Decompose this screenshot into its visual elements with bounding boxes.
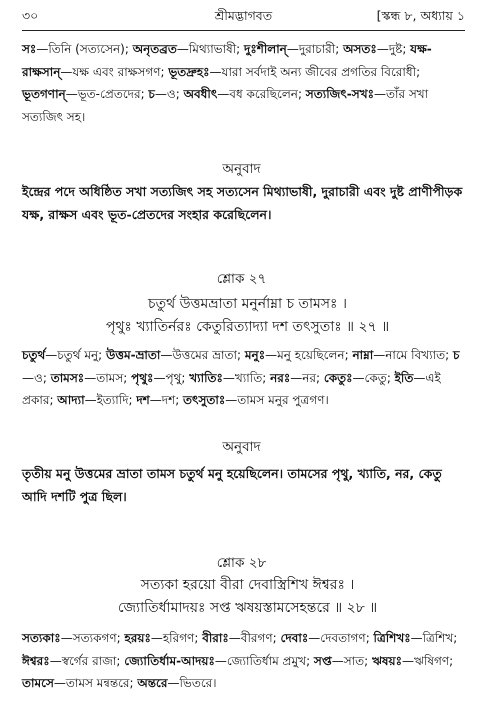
sanskrit-word: সঃ bbox=[22, 42, 37, 56]
sanskrit-word: চ bbox=[452, 348, 460, 362]
sanskrit-word: ঈশ্বরঃ bbox=[22, 653, 50, 668]
sanskrit-word: ইতি bbox=[394, 370, 414, 385]
word-meaning: বধ করেছিলেন bbox=[229, 87, 298, 101]
word-meaning: মনু হয়েছিলেন bbox=[277, 348, 345, 362]
synonyms-26: সঃ—তিনি (সত্যসেন); অনৃতব্রত—মিথ্যাভাষী; দুঃশীলান্—দুরাচারী; অসতঃ—দুষ্ট; যক্ষ-রাক্ষসান্—যক্ষ এবং রাক্ষসগণ; ভূতদ্রুহঃ—যারা সর্বদাই অন্য জীবের প্রগতির বিরোধী; ভূতগণান্—ভূত-প্রেতদের; চ—ও; অবধীৎ—বধ করেছিলেন; সত্যজিৎ-সখঃ—তাঁর সখা সত্যজিৎ সহ। bbox=[22, 42, 432, 124]
page-number: ৩০ bbox=[22, 8, 39, 23]
sanskrit-word: বীরাঃ bbox=[202, 631, 229, 645]
chapter-reference: [স্কন্ধ ৮, অধ্যায় ১ bbox=[376, 8, 465, 23]
word-meaning: খ্যাতি bbox=[234, 370, 263, 385]
sanskrit-word: তামসঃ bbox=[50, 370, 85, 385]
synonyms-28: সত্যকাঃ—সত্যকগণ; হরয়ঃ—হরিগণ; বীরাঃ—বীরগণ; দেবাঃ—দেবতাগণ; ত্রিশিখঃ—ত্রিশিখ; ঈশ্বরঃ—স্বর্গের রাজা; জ্যোতির্ধাম-আদয়ঃ—জ্যোতির্ধাম প্রমুখ; সপ্ত—সাত; ঋষয়ঃ—ঋষিগণ; তামসে—তামস মন্বন্তরে; অন্তরে—ভিতরে। bbox=[22, 631, 458, 690]
sanskrit-word: অন্তরে bbox=[137, 676, 168, 690]
sanskrit-word: খ্যাতিঃ bbox=[189, 370, 223, 385]
word-meaning: সত্যকগণ bbox=[72, 631, 117, 645]
word-meaning: নামে বিখ্যাত bbox=[385, 348, 446, 362]
word-meaning: চতুর্থ মনু bbox=[57, 348, 99, 362]
sanskrit-word: আদ্যা bbox=[57, 393, 85, 407]
word-meaning: হরিগণ bbox=[162, 631, 195, 645]
word-meaning: তিনি (সত্যসেন) bbox=[48, 42, 125, 56]
word-meaning: বীরগণ bbox=[240, 631, 273, 645]
sanskrit-word: অসতঃ bbox=[343, 42, 377, 56]
word-meaning: তামস মনুর পুত্রগণ। bbox=[237, 393, 329, 407]
sanskrit-word: চতুর্থ bbox=[22, 348, 46, 362]
word-meaning: ও bbox=[34, 370, 43, 385]
word-meaning: পৃথু bbox=[165, 370, 182, 385]
sloka-28-label: শ্লোক ২৮ bbox=[216, 555, 267, 571]
sloka-28-text bbox=[30, 574, 465, 620]
translation-27: তৃতীয় মনু উত্তমের ভ্রাতা তামস চতুর্থ মনু হয়েছিলেন। তামসের পৃথু, খ্যাতি, নর, কেতু আদি দশটি পুত্র ছিল। bbox=[22, 466, 442, 504]
word-meaning: দুষ্ট bbox=[388, 42, 403, 56]
word-meaning: মিথ্যাভাষী bbox=[188, 42, 237, 56]
word-meaning: দুরাচারী bbox=[298, 42, 336, 56]
page-header bbox=[22, 8, 465, 28]
word-meaning: ত্রিশিখ bbox=[422, 631, 454, 645]
word-meaning: এই প্রকার bbox=[22, 370, 441, 407]
word-meaning: ও bbox=[166, 87, 176, 101]
word-meaning: কেতু bbox=[364, 370, 387, 385]
sanskrit-word: ভূতগণান্ bbox=[22, 87, 66, 101]
sanskrit-word: ভূতদ্রুহঃ bbox=[168, 64, 210, 79]
word-meaning: উত্তমের ভ্রাতা bbox=[172, 348, 238, 362]
sanskrit-word: উত্তম-ভ্রাতা bbox=[106, 348, 161, 362]
sanskrit-word: ত্রিশিখঃ bbox=[373, 631, 411, 645]
sanskrit-word: দশ bbox=[136, 393, 150, 407]
sanskrit-word: তৎসুতাঃ bbox=[183, 393, 226, 407]
word-meaning: ইত্যাদি bbox=[96, 393, 129, 407]
sanskrit-word: চ bbox=[148, 87, 155, 101]
header-rule bbox=[22, 30, 465, 31]
word-meaning: সাত bbox=[343, 653, 365, 668]
word-meaning: দশ bbox=[161, 393, 176, 407]
sloka-27-text bbox=[30, 293, 465, 339]
sanskrit-word: নাম্না bbox=[352, 348, 374, 362]
word-meaning: জ্যোতির্ধাম প্রমুখ bbox=[226, 653, 307, 668]
sanskrit-word: সপ্ত bbox=[313, 653, 332, 668]
word-meaning: ঋষিগণ bbox=[414, 653, 450, 668]
sloka-27-line-2: পৃথুঃ খ্যাতির্নরঃ কেতুরিত্যাদ্যা দশ তৎসুতাঃ ॥ ২৭ ॥ bbox=[105, 319, 390, 335]
anuvad-heading-27: অনুবাদ bbox=[222, 439, 261, 455]
word-meaning: তাঁর সখা সত্যজিৎ সহ। bbox=[22, 87, 429, 124]
sanskrit-word: পৃথুঃ bbox=[131, 370, 154, 385]
sanskrit-word: যক্ষ-রাক্ষসান্ bbox=[22, 42, 432, 79]
sloka-28-line-2: জ্যোতির্ধামাদয়ঃ সপ্ত ঋষয়স্তামসেহন্তরে ॥ ২৮ ॥ bbox=[117, 600, 378, 616]
sanskrit-word: দুঃশীলান্ bbox=[244, 42, 287, 56]
sanskrit-word: ঋষয়ঃ bbox=[372, 653, 403, 668]
sanskrit-word: সত্যকাঃ bbox=[22, 631, 61, 645]
sanskrit-word: কেতুঃ bbox=[323, 370, 353, 385]
word-meaning: তামস bbox=[96, 370, 124, 385]
sloka-28-line-1: সত্যকা হরয়ো বীরা দেবাস্ত্রিশিখ ঈশ্বরঃ । bbox=[140, 577, 355, 593]
word-meaning: তামস মন্বন্তরে bbox=[65, 676, 130, 690]
book-title: শ্রীমদ্ভাগবত bbox=[214, 8, 273, 23]
sanskrit-word: জ্যোতির্ধাম-আদয়ঃ bbox=[124, 653, 215, 668]
sanskrit-word: নরঃ bbox=[270, 370, 291, 385]
sanskrit-word: সত্যজিৎ-সখঃ bbox=[305, 87, 374, 101]
anuvad-heading-26: অনুবাদ bbox=[222, 161, 261, 177]
sanskrit-word: তামসে bbox=[22, 676, 54, 690]
sanskrit-word: অনৃতব্রত bbox=[132, 42, 177, 56]
word-meaning: ভিতরে। bbox=[179, 676, 217, 690]
word-meaning: যারা সর্বদাই অন্য জীবের প্রগতির বিরোধী bbox=[221, 64, 417, 79]
sanskrit-word: অবধীৎ bbox=[183, 87, 218, 101]
sloka-27-label: শ্লোক ২৭ bbox=[216, 271, 267, 287]
sanskrit-word: মনুঃ bbox=[244, 348, 266, 362]
synonyms-27: চতুর্থ—চতুর্থ মনু; উত্তম-ভ্রাতা—উত্তমের ভ্রাতা; মনুঃ—মনু হয়েছিলেন; নাম্না—নামে বিখ্যাত; চ—ও; তামসঃ—তামস; পৃথুঃ—পৃথু; খ্যাতিঃ—খ্যাতি; নরঃ—নর; কেতুঃ—কেতু; ইতি—এই প্রকার; আদ্যা—ইত্যাদি; দশ—দশ; তৎসুতাঃ—তামস মনুর পুত্রগণ। bbox=[22, 348, 460, 407]
sloka-27-line-1: চতুর্থ উত্তমভ্রাতা মনুর্নাম্না চ তামসঃ । bbox=[148, 296, 347, 312]
sanskrit-word: হরয়ঃ bbox=[124, 631, 151, 645]
word-meaning: দেবতাগণ bbox=[320, 631, 366, 645]
sanskrit-word: দেবাঃ bbox=[280, 631, 309, 645]
word-meaning: নর bbox=[302, 370, 316, 385]
translation-26: ইন্দ্রের পদে অধিষ্ঠিত সখা সত্যজিৎ সহ সত্যসেন মিথ্যাভাষী, দুরাচারী এবং দুষ্ট প্রাণীপীড়ক যক্ষ, রাক্ষস এবং ভূত-প্রেতদের সংহার করেছিলেন। bbox=[22, 184, 463, 222]
word-meaning: ভূত-প্রেতদের bbox=[77, 87, 141, 101]
word-meaning: যক্ষ এবং রাক্ষসগণ bbox=[72, 64, 161, 79]
word-meaning: স্বর্গের রাজা bbox=[61, 653, 117, 668]
